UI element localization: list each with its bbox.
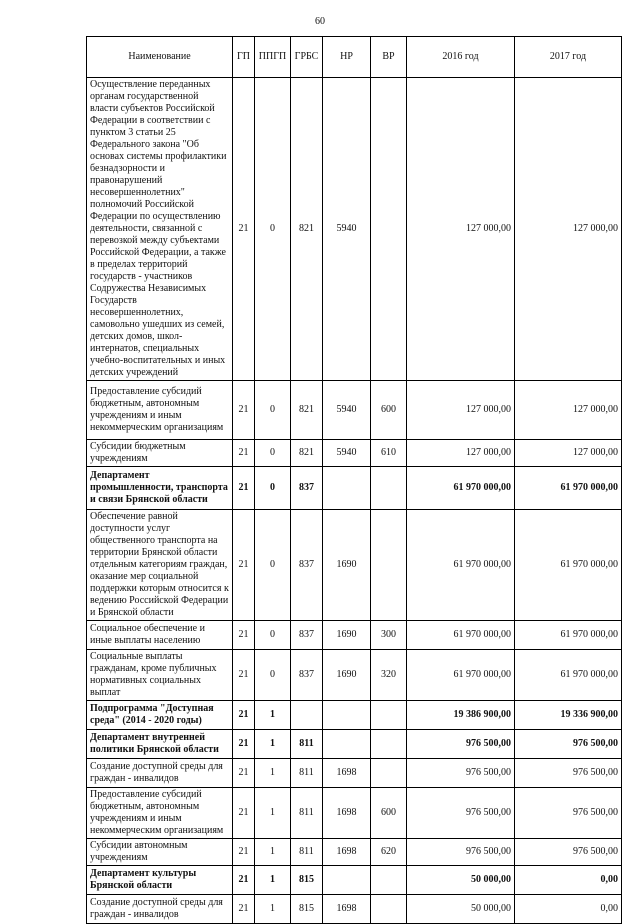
cell-name: Департамент промышленности, транспорта и связи Брянской области <box>87 467 233 510</box>
cell-grbs: 821 <box>291 381 323 440</box>
cell-ppgp: 0 <box>255 78 291 381</box>
cell-gp: 21 <box>233 788 255 839</box>
table-row <box>87 730 622 759</box>
cell-name: Департамент культуры Брянской области <box>87 866 233 895</box>
header-name: Наименование <box>87 37 233 78</box>
cell-name: Создание доступной среды для граждан - инвалидов <box>87 895 233 924</box>
cell-ppgp: 1 <box>255 788 291 839</box>
cell-grbs: 837 <box>291 467 323 510</box>
header-gp: ГП <box>233 37 255 78</box>
cell-gp: 21 <box>233 701 255 730</box>
cell-gp: 21 <box>233 467 255 510</box>
cell-ppgp: 0 <box>255 510 291 621</box>
cell-grbs: 821 <box>291 440 323 467</box>
cell-gp: 21 <box>233 440 255 467</box>
cell-2017: 976 500,00 <box>515 839 622 866</box>
cell-vr <box>371 78 407 381</box>
cell-ppgp: 1 <box>255 759 291 788</box>
cell-name: Подпрограмма "Доступная среда" (2014 - 2020 годы) <box>87 701 233 730</box>
cell-vr <box>371 701 407 730</box>
cell-nr <box>323 730 371 759</box>
cell-name: Предоставление субсидий бюджетным, автономным учреждениям и иным некоммерческим организациям <box>87 381 233 440</box>
cell-nr: 1698 <box>323 788 371 839</box>
table-body <box>87 78 622 924</box>
table-row <box>87 866 622 895</box>
cell-nr <box>323 701 371 730</box>
cell-grbs: 837 <box>291 621 323 650</box>
table-row <box>87 621 622 650</box>
cell-2016: 127 000,00 <box>407 78 515 381</box>
cell-2016: 50 000,00 <box>407 895 515 924</box>
header-nr: НР <box>323 37 371 78</box>
cell-gp: 21 <box>233 759 255 788</box>
cell-2016: 61 970 000,00 <box>407 467 515 510</box>
cell-2016: 61 970 000,00 <box>407 510 515 621</box>
cell-gp: 21 <box>233 730 255 759</box>
cell-nr: 1698 <box>323 759 371 788</box>
page-number: 60 <box>315 16 325 27</box>
table-row <box>87 650 622 701</box>
cell-2016: 976 500,00 <box>407 730 515 759</box>
cell-2016: 61 970 000,00 <box>407 621 515 650</box>
table-row <box>87 788 622 839</box>
cell-2017: 61 970 000,00 <box>515 650 622 701</box>
cell-2017: 61 970 000,00 <box>515 621 622 650</box>
cell-2016: 976 500,00 <box>407 759 515 788</box>
table-row <box>87 701 622 730</box>
budget-table <box>86 36 622 924</box>
cell-gp: 21 <box>233 510 255 621</box>
cell-nr: 1690 <box>323 510 371 621</box>
cell-vr: 610 <box>371 440 407 467</box>
cell-nr: 1690 <box>323 621 371 650</box>
table-row <box>87 78 622 381</box>
cell-grbs: 811 <box>291 759 323 788</box>
cell-vr: 320 <box>371 650 407 701</box>
cell-vr: 600 <box>371 788 407 839</box>
cell-2016: 976 500,00 <box>407 788 515 839</box>
cell-ppgp: 0 <box>255 467 291 510</box>
table-header-row <box>87 37 622 78</box>
cell-gp: 21 <box>233 866 255 895</box>
cell-ppgp: 0 <box>255 650 291 701</box>
cell-gp: 21 <box>233 839 255 866</box>
table-row <box>87 895 622 924</box>
cell-gp: 21 <box>233 78 255 381</box>
cell-grbs: 815 <box>291 866 323 895</box>
cell-2017: 976 500,00 <box>515 788 622 839</box>
cell-2017: 19 336 900,00 <box>515 701 622 730</box>
cell-grbs: 811 <box>291 788 323 839</box>
cell-ppgp: 0 <box>255 440 291 467</box>
header-2017: 2017 год <box>515 37 622 78</box>
cell-2016: 127 000,00 <box>407 381 515 440</box>
cell-gp: 21 <box>233 381 255 440</box>
cell-ppgp: 1 <box>255 701 291 730</box>
cell-2017: 127 000,00 <box>515 440 622 467</box>
cell-2017: 127 000,00 <box>515 78 622 381</box>
header-ppgp: ППГП <box>255 37 291 78</box>
cell-2017: 127 000,00 <box>515 381 622 440</box>
cell-ppgp: 1 <box>255 730 291 759</box>
cell-vr: 300 <box>371 621 407 650</box>
cell-2016: 976 500,00 <box>407 839 515 866</box>
cell-grbs: 811 <box>291 730 323 759</box>
cell-name: Социальные выплаты гражданам, кроме публичных нормативных социальных выплат <box>87 650 233 701</box>
header-grbs: ГРБС <box>291 37 323 78</box>
cell-nr: 5940 <box>323 440 371 467</box>
cell-name: Создание доступной среды для граждан - инвалидов <box>87 759 233 788</box>
cell-name: Социальное обеспечение и иные выплаты населению <box>87 621 233 650</box>
cell-nr: 5940 <box>323 381 371 440</box>
table-row <box>87 381 622 440</box>
cell-2017: 0,00 <box>515 866 622 895</box>
cell-vr <box>371 510 407 621</box>
cell-nr: 1698 <box>323 895 371 924</box>
cell-nr: 1698 <box>323 839 371 866</box>
table-row <box>87 839 622 866</box>
table-row <box>87 467 622 510</box>
cell-name: Осуществление переданных органам государственной власти субъектов Российской Федерации в соответствии с пунктом 3 статьи 25 Федерального закона "Об основах системы профилактики безнадзорности и правонарушений несовершеннолетних" полномочий Российской Федерации по осуществлению деятельности, связанной с перевозкой между субъектами Российской Федерации, а также в пределах территорий государств - участников Содружества Независимых Государств несовершеннолетних, самовольно ушедших из семей, детских домов, школ-интернатов, специальных учебно-воспитательных и иных детских учреждений <box>87 78 233 381</box>
cell-ppgp: 1 <box>255 866 291 895</box>
cell-nr: 5940 <box>323 78 371 381</box>
cell-vr <box>371 759 407 788</box>
cell-vr <box>371 467 407 510</box>
table-row <box>87 759 622 788</box>
cell-name: Субсидии автономным учреждениям <box>87 839 233 866</box>
cell-name: Обеспечение равной доступности услуг общественного транспорта на территории Брянской области отдельным категориям граждан, оказание мер социальной поддержки которым относится к ведению Российской Федерации и Брянской области <box>87 510 233 621</box>
cell-ppgp: 1 <box>255 895 291 924</box>
cell-name: Департамент внутренней политики Брянской области <box>87 730 233 759</box>
cell-2016: 50 000,00 <box>407 866 515 895</box>
cell-2017: 976 500,00 <box>515 730 622 759</box>
cell-name: Предоставление субсидий бюджетным, автономным учреждениям и иным некоммерческим организациям <box>87 788 233 839</box>
table-row <box>87 440 622 467</box>
cell-2017: 61 970 000,00 <box>515 467 622 510</box>
cell-name: Субсидии бюджетным учреждениям <box>87 440 233 467</box>
cell-2017: 976 500,00 <box>515 759 622 788</box>
cell-grbs: 811 <box>291 839 323 866</box>
cell-vr: 600 <box>371 381 407 440</box>
cell-nr: 1690 <box>323 650 371 701</box>
cell-2016: 127 000,00 <box>407 440 515 467</box>
cell-nr <box>323 866 371 895</box>
cell-grbs: 837 <box>291 650 323 701</box>
cell-vr <box>371 895 407 924</box>
cell-2017: 0,00 <box>515 895 622 924</box>
cell-nr <box>323 467 371 510</box>
cell-vr: 620 <box>371 839 407 866</box>
cell-grbs: 821 <box>291 78 323 381</box>
cell-grbs: 815 <box>291 895 323 924</box>
cell-2016: 61 970 000,00 <box>407 650 515 701</box>
header-vr: ВР <box>371 37 407 78</box>
cell-2017: 61 970 000,00 <box>515 510 622 621</box>
table-row <box>87 510 622 621</box>
cell-grbs <box>291 701 323 730</box>
cell-2016: 19 386 900,00 <box>407 701 515 730</box>
cell-gp: 21 <box>233 895 255 924</box>
cell-gp: 21 <box>233 650 255 701</box>
cell-vr <box>371 866 407 895</box>
cell-gp: 21 <box>233 621 255 650</box>
cell-ppgp: 0 <box>255 381 291 440</box>
cell-vr <box>371 730 407 759</box>
cell-ppgp: 1 <box>255 839 291 866</box>
cell-ppgp: 0 <box>255 621 291 650</box>
cell-grbs: 837 <box>291 510 323 621</box>
header-2016: 2016 год <box>407 37 515 78</box>
